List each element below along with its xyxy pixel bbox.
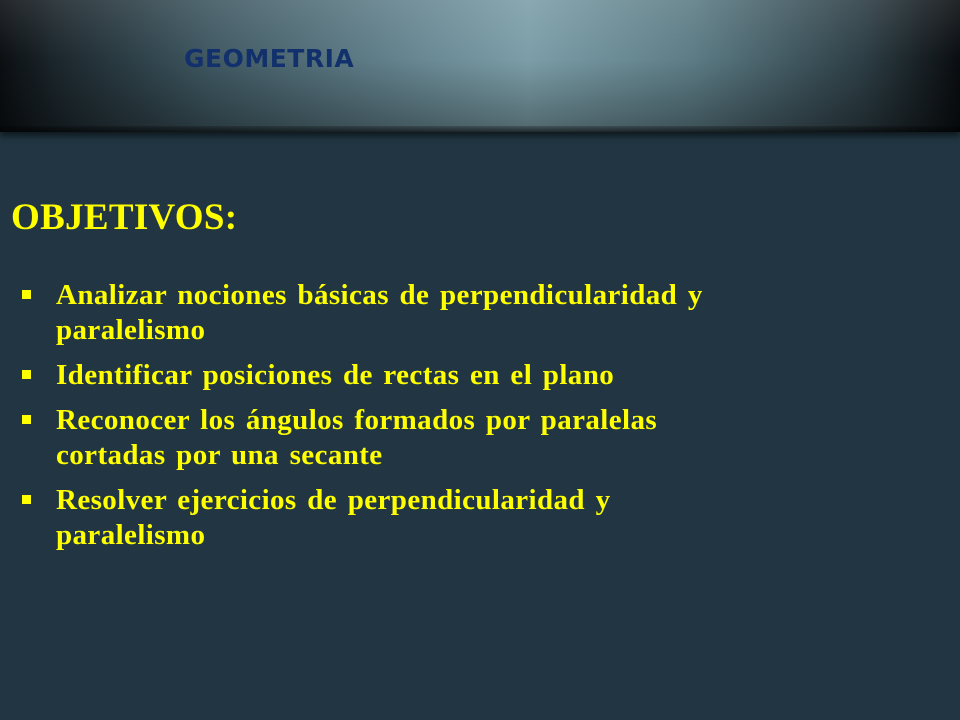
- objectives-list: [20, 278, 900, 563]
- square-bullet-icon: [22, 370, 31, 379]
- objective-line: Reconocer los ángulos formados por paralelas: [56, 404, 658, 436]
- objective-line: Identificar posiciones de rectas en el plano: [56, 359, 615, 391]
- header-banner: [0, 0, 960, 132]
- list-item: [20, 278, 900, 348]
- square-bullet-icon: [22, 495, 31, 504]
- list-item: [20, 403, 900, 473]
- list-item: [20, 358, 900, 393]
- objective-line: Resolver ejercicios de perpendicularidad y: [56, 484, 611, 516]
- list-item: [20, 483, 900, 553]
- section-title: OBJETIVOS:: [11, 197, 238, 238]
- objective-line: paralelismo: [56, 519, 206, 551]
- header-title: GEOMETRIA: [184, 44, 355, 73]
- objective-line: cortadas por una secante: [56, 439, 383, 471]
- objective-line: paralelismo: [56, 314, 206, 346]
- objective-line: Analizar nociones básicas de perpendicularidad y: [56, 279, 703, 311]
- square-bullet-icon: [22, 415, 31, 424]
- square-bullet-icon: [22, 290, 31, 299]
